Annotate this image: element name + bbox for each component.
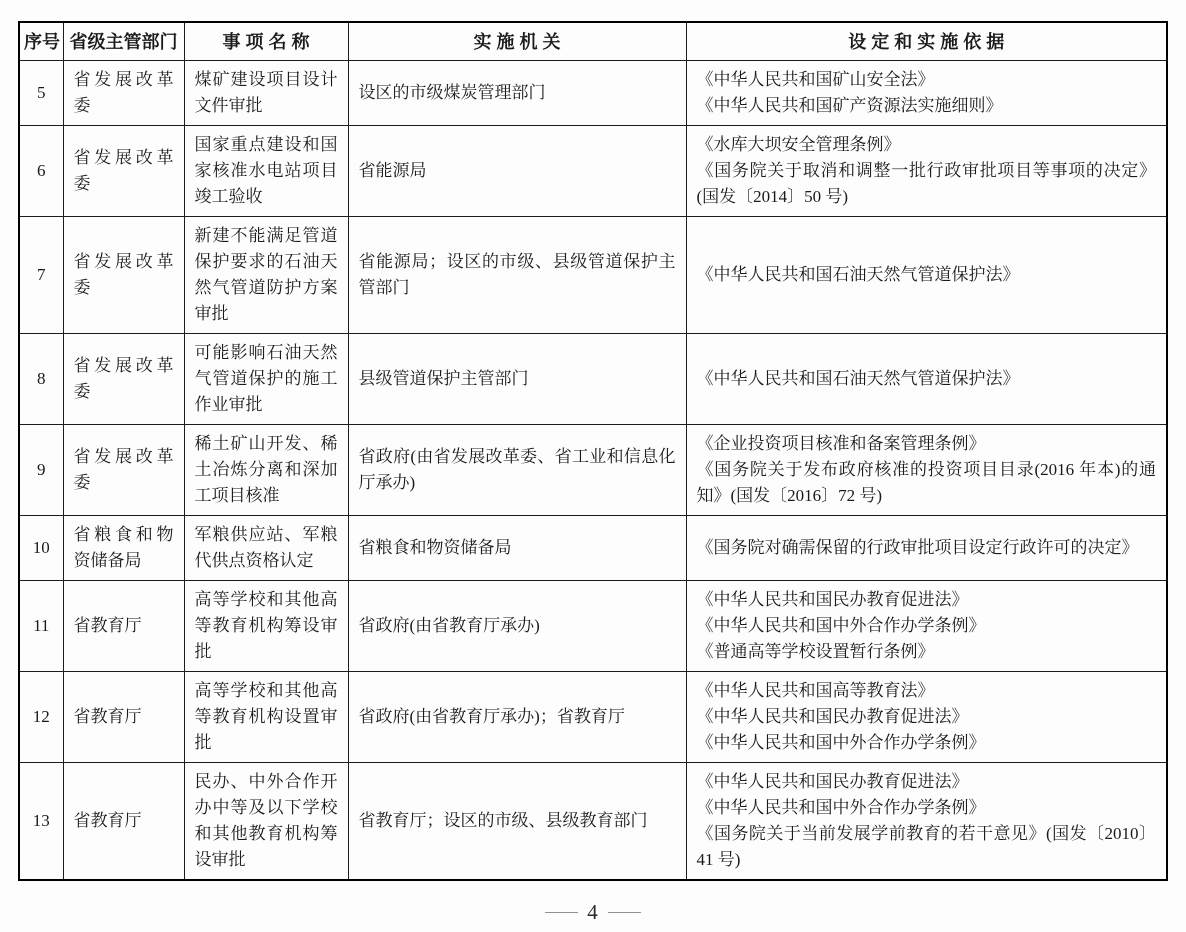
col-header-agency: 实 施 机 关 — [348, 22, 686, 60]
col-header-department: 省级主管部门 — [63, 22, 184, 60]
table-row — [19, 762, 1167, 880]
basis-cell — [686, 60, 1167, 125]
basis-line: 《中华人民共和国石油天然气管道保护法》 — [696, 264, 1020, 284]
basis-cell — [686, 762, 1167, 880]
basis-line: 《中华人民共和国中外合作办学条例》 — [696, 615, 986, 635]
col-header-no: 序号 — [19, 22, 63, 60]
row-number-cell: 6 — [19, 125, 63, 216]
row-number-cell: 13 — [19, 762, 63, 880]
col-header-basis: 设 定 和 实 施 依 据 — [686, 22, 1167, 60]
basis-line: 《企业投资项目核准和备案管理条例》 — [696, 433, 986, 453]
basis-line: 《中华人民共和国民办教育促进法》 — [696, 771, 969, 791]
table-row — [19, 424, 1167, 515]
approval-items-table — [18, 21, 1168, 881]
basis-cell — [686, 671, 1167, 762]
basis-line: 《国务院关于发布政府核准的投资项目目录(2016 年本)的通知》(国发〔2016〕72 号) — [696, 459, 1156, 505]
basis-line: 《水库大坝安全管理条例》 — [696, 134, 901, 154]
basis-line: 《中华人民共和国民办教育促进法》 — [696, 589, 969, 609]
footer-dash-right: — — [608, 900, 641, 922]
footer-dash-left: — — [545, 900, 578, 922]
agency-cell: 设区的市级煤炭管理部门 — [348, 60, 686, 125]
basis-cell — [686, 125, 1167, 216]
department-cell: 省发展改革委 — [63, 125, 184, 216]
table-row — [19, 671, 1167, 762]
row-number-cell: 5 — [19, 60, 63, 125]
basis-line: 《中华人民共和国石油天然气管道保护法》 — [696, 368, 1020, 388]
basis-line: 《中华人民共和国民办教育促进法》 — [696, 706, 969, 726]
item-name-cell: 民办、中外合作开办中等及以下学校和其他教育机构筹设审批 — [184, 762, 348, 880]
basis-cell — [686, 333, 1167, 424]
row-number-cell: 7 — [19, 216, 63, 333]
basis-line: 《国务院对确需保留的行政审批项目设定行政许可的决定》 — [696, 537, 1139, 557]
item-name-cell: 国家重点建设和国家核准水电站项目竣工验收 — [184, 125, 348, 216]
basis-line: 《国务院关于取消和调整一批行政审批项目等事项的决定》(国发〔2014〕50 号) — [696, 160, 1156, 206]
table-row — [19, 216, 1167, 333]
row-number-cell: 10 — [19, 515, 63, 580]
col-header-item-name: 事 项 名 称 — [184, 22, 348, 60]
agency-cell: 省能源局；设区的市级、县级管道保护主管部门 — [348, 216, 686, 333]
table-header-row — [19, 22, 1167, 60]
department-cell: 省发展改革委 — [63, 424, 184, 515]
agency-cell: 省政府(由省教育厅承办)；省教育厅 — [348, 671, 686, 762]
basis-line: 《中华人民共和国矿山安全法》 — [696, 69, 935, 89]
basis-cell — [686, 424, 1167, 515]
agency-cell: 省能源局 — [348, 125, 686, 216]
row-number-cell: 9 — [19, 424, 63, 515]
item-name-cell: 可能影响石油天然气管道保护的施工作业审批 — [184, 333, 348, 424]
department-cell: 省粮食和物资储备局 — [63, 515, 184, 580]
item-name-cell: 军粮供应站、军粮代供点资格认定 — [184, 515, 348, 580]
item-name-cell: 煤矿建设项目设计文件审批 — [184, 60, 348, 125]
page-footer — [19, 895, 1167, 929]
department-cell: 省发展改革委 — [63, 60, 184, 125]
item-name-cell: 高等学校和其他高等教育机构设置审批 — [184, 671, 348, 762]
department-cell: 省发展改革委 — [63, 216, 184, 333]
item-name-cell: 新建不能满足管道保护要求的石油天然气管道防护方案审批 — [184, 216, 348, 333]
table-row — [19, 333, 1167, 424]
department-cell: 省教育厅 — [63, 580, 184, 671]
row-number-cell: 12 — [19, 671, 63, 762]
page-number: 4 — [587, 899, 599, 924]
table-row — [19, 580, 1167, 671]
item-name-cell: 稀土矿山开发、稀土冶炼分离和深加工项目核准 — [184, 424, 348, 515]
agency-cell: 省政府(由省教育厅承办) — [348, 580, 686, 671]
row-number-cell: 8 — [19, 333, 63, 424]
basis-cell — [686, 216, 1167, 333]
table-row — [19, 60, 1167, 125]
agency-cell: 省政府(由省发展改革委、省工业和信息化厅承办) — [348, 424, 686, 515]
basis-line: 《国务院关于当前发展学前教育的若干意见》(国发〔2010〕41 号) — [696, 823, 1156, 869]
basis-line: 《中华人民共和国矿产资源法实施细则》 — [696, 95, 1003, 115]
agency-cell: 县级管道保护主管部门 — [348, 333, 686, 424]
agency-cell: 省教育厅；设区的市级、县级教育部门 — [348, 762, 686, 880]
department-cell: 省教育厅 — [63, 671, 184, 762]
table-row — [19, 125, 1167, 216]
basis-line: 《普通高等学校设置暂行条例》 — [696, 641, 935, 661]
basis-line: 《中华人民共和国中外合作办学条例》 — [696, 732, 986, 752]
basis-line: 《中华人民共和国中外合作办学条例》 — [696, 797, 986, 817]
basis-cell — [686, 580, 1167, 671]
basis-line: 《中华人民共和国高等教育法》 — [696, 680, 935, 700]
department-cell: 省教育厅 — [63, 762, 184, 880]
item-name-cell: 高等学校和其他高等教育机构筹设审批 — [184, 580, 348, 671]
table-row — [19, 515, 1167, 580]
row-number-cell: 11 — [19, 580, 63, 671]
basis-cell — [686, 515, 1167, 580]
agency-cell: 省粮食和物资储备局 — [348, 515, 686, 580]
department-cell: 省发展改革委 — [63, 333, 184, 424]
